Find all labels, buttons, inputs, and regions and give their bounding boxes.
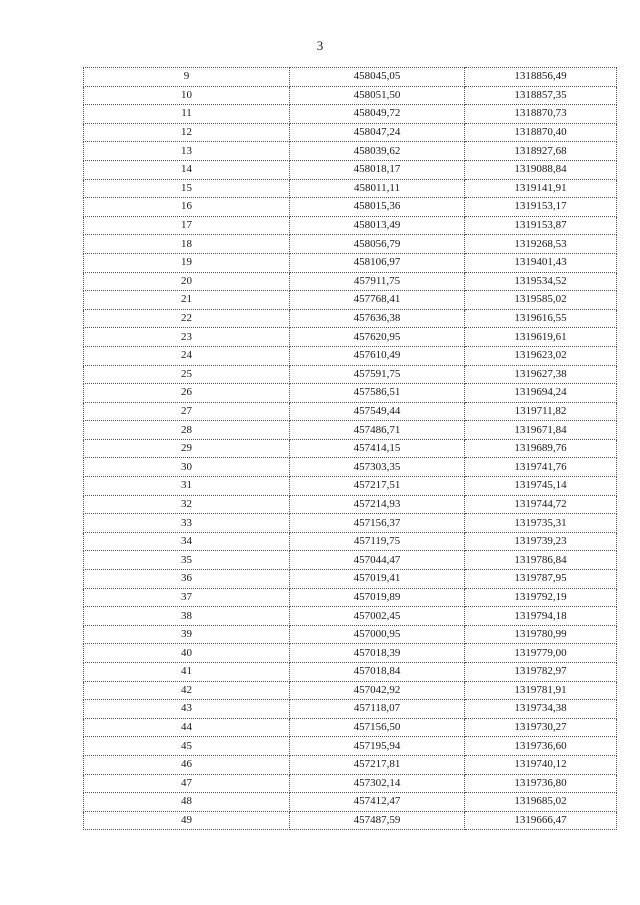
x-coordinate-cell: 458051,50 [290,86,465,105]
table-row [84,793,617,812]
table-row [84,123,617,142]
point-number-cell: 27 [84,402,290,421]
table-row [84,179,617,198]
y-coordinate-cell: 1319786,84 [465,551,617,570]
point-number-cell: 18 [84,235,290,254]
y-coordinate-cell: 1318927,68 [465,142,617,161]
table-row [84,291,617,310]
point-number-cell: 37 [84,588,290,607]
table-row [84,681,617,700]
x-coordinate-cell: 457042,92 [290,681,465,700]
y-coordinate-cell: 1319585,02 [465,291,617,310]
table-row [84,737,617,756]
table-row [84,365,617,384]
point-number-cell: 21 [84,291,290,310]
coordinates-table [83,67,617,830]
table-row [84,551,617,570]
table-row [84,607,617,626]
point-number-cell: 9 [84,68,290,87]
y-coordinate-cell: 1319534,52 [465,272,617,291]
table-row [84,160,617,179]
table-row [84,774,617,793]
table-row [84,663,617,682]
y-coordinate-cell: 1319627,38 [465,365,617,384]
y-coordinate-cell: 1319153,87 [465,216,617,235]
x-coordinate-cell: 457044,47 [290,551,465,570]
point-number-cell: 20 [84,272,290,291]
table-row [84,86,617,105]
table-row [84,811,617,830]
x-coordinate-cell: 457000,95 [290,625,465,644]
y-coordinate-cell: 1319744,72 [465,495,617,514]
y-coordinate-cell: 1319153,17 [465,198,617,217]
table-row [84,588,617,607]
x-coordinate-cell: 457118,07 [290,700,465,719]
y-coordinate-cell: 1319694,24 [465,384,617,403]
point-number-cell: 38 [84,607,290,626]
y-coordinate-cell: 1319739,23 [465,532,617,551]
table-row [84,477,617,496]
x-coordinate-cell: 457214,93 [290,495,465,514]
x-coordinate-cell: 457217,81 [290,755,465,774]
x-coordinate-cell: 457019,89 [290,588,465,607]
x-coordinate-cell: 457019,41 [290,570,465,589]
y-coordinate-cell: 1319740,12 [465,755,617,774]
x-coordinate-cell: 457412,47 [290,793,465,812]
table-row [84,625,617,644]
x-coordinate-cell: 458106,97 [290,253,465,272]
y-coordinate-cell: 1319671,84 [465,421,617,440]
point-number-cell: 14 [84,160,290,179]
table-row [84,68,617,87]
table-row [84,644,617,663]
x-coordinate-cell: 457620,95 [290,328,465,347]
y-coordinate-cell: 1319736,60 [465,737,617,756]
y-coordinate-cell: 1319141,91 [465,179,617,198]
y-coordinate-cell: 1319666,47 [465,811,617,830]
y-coordinate-cell: 1319268,53 [465,235,617,254]
x-coordinate-cell: 458049,72 [290,105,465,124]
y-coordinate-cell: 1319792,19 [465,588,617,607]
point-number-cell: 28 [84,421,290,440]
x-coordinate-cell: 457487,59 [290,811,465,830]
y-coordinate-cell: 1319782,97 [465,663,617,682]
page-number: 3 [316,38,324,53]
table-row [84,532,617,551]
table-row [84,272,617,291]
table-row [84,439,617,458]
point-number-cell: 29 [84,439,290,458]
point-number-cell: 46 [84,755,290,774]
point-number-cell: 44 [84,718,290,737]
point-number-cell: 35 [84,551,290,570]
point-number-cell: 47 [84,774,290,793]
table-row [84,346,617,365]
point-number-cell: 45 [84,737,290,756]
x-coordinate-cell: 457768,41 [290,291,465,310]
point-number-cell: 41 [84,663,290,682]
point-number-cell: 13 [84,142,290,161]
y-coordinate-cell: 1318870,40 [465,123,617,142]
x-coordinate-cell: 458013,49 [290,216,465,235]
x-coordinate-cell: 457018,84 [290,663,465,682]
point-number-cell: 30 [84,458,290,477]
table-row [84,755,617,774]
table-row [84,328,617,347]
y-coordinate-cell: 1319623,02 [465,346,617,365]
point-number-cell: 32 [84,495,290,514]
x-coordinate-cell: 458047,24 [290,123,465,142]
y-coordinate-cell: 1318857,35 [465,86,617,105]
point-number-cell: 19 [84,253,290,272]
table-row [84,253,617,272]
point-number-cell: 22 [84,309,290,328]
point-number-cell: 33 [84,514,290,533]
y-coordinate-cell: 1319734,38 [465,700,617,719]
point-number-cell: 15 [84,179,290,198]
table-row [84,718,617,737]
y-coordinate-cell: 1319780,99 [465,625,617,644]
y-coordinate-cell: 1319730,27 [465,718,617,737]
point-number-cell: 23 [84,328,290,347]
point-number-cell: 25 [84,365,290,384]
y-coordinate-cell: 1319794,18 [465,607,617,626]
x-coordinate-cell: 457591,75 [290,365,465,384]
table-row [84,458,617,477]
x-coordinate-cell: 457586,51 [290,384,465,403]
point-number-cell: 34 [84,532,290,551]
table-row [84,198,617,217]
table-row [84,514,617,533]
point-number-cell: 12 [84,123,290,142]
point-number-cell: 26 [84,384,290,403]
point-number-cell: 43 [84,700,290,719]
point-number-cell: 31 [84,477,290,496]
x-coordinate-cell: 458039,62 [290,142,465,161]
table-row [84,142,617,161]
x-coordinate-cell: 457636,38 [290,309,465,328]
table-row [84,421,617,440]
x-coordinate-cell: 457195,94 [290,737,465,756]
x-coordinate-cell: 457119,75 [290,532,465,551]
table-row [84,384,617,403]
x-coordinate-cell: 457018,39 [290,644,465,663]
x-coordinate-cell: 457302,14 [290,774,465,793]
y-coordinate-cell: 1319787,95 [465,570,617,589]
point-number-cell: 11 [84,105,290,124]
point-number-cell: 39 [84,625,290,644]
y-coordinate-cell: 1319619,61 [465,328,617,347]
x-coordinate-cell: 458045,05 [290,68,465,87]
x-coordinate-cell: 458018,17 [290,160,465,179]
table-row [84,402,617,421]
point-number-cell: 42 [84,681,290,700]
y-coordinate-cell: 1319745,14 [465,477,617,496]
table-row [84,495,617,514]
y-coordinate-cell: 1319689,76 [465,439,617,458]
point-number-cell: 48 [84,793,290,812]
y-coordinate-cell: 1319685,02 [465,793,617,812]
y-coordinate-cell: 1319741,76 [465,458,617,477]
point-number-cell: 16 [84,198,290,217]
y-coordinate-cell: 1319781,91 [465,681,617,700]
table-row [84,235,617,254]
y-coordinate-cell: 1319616,55 [465,309,617,328]
y-coordinate-cell: 1319735,31 [465,514,617,533]
point-number-cell: 36 [84,570,290,589]
y-coordinate-cell: 1319711,82 [465,402,617,421]
x-coordinate-cell: 457414,15 [290,439,465,458]
table-row [84,309,617,328]
point-number-cell: 24 [84,346,290,365]
x-coordinate-cell: 457156,50 [290,718,465,737]
point-number-cell: 10 [84,86,290,105]
x-coordinate-cell: 457002,45 [290,607,465,626]
x-coordinate-cell: 457549,44 [290,402,465,421]
x-coordinate-cell: 457156,37 [290,514,465,533]
y-coordinate-cell: 1318856,49 [465,68,617,87]
x-coordinate-cell: 458056,79 [290,235,465,254]
x-coordinate-cell: 458015,36 [290,198,465,217]
x-coordinate-cell: 457486,71 [290,421,465,440]
coordinates-table-body [84,68,617,830]
point-number-cell: 17 [84,216,290,235]
y-coordinate-cell: 1318870,73 [465,105,617,124]
point-number-cell: 49 [84,811,290,830]
x-coordinate-cell: 457217,51 [290,477,465,496]
x-coordinate-cell: 457303,35 [290,458,465,477]
table-row [84,570,617,589]
table-row [84,700,617,719]
point-number-cell: 40 [84,644,290,663]
y-coordinate-cell: 1319401,43 [465,253,617,272]
y-coordinate-cell: 1319736,80 [465,774,617,793]
x-coordinate-cell: 458011,11 [290,179,465,198]
table-row [84,105,617,124]
y-coordinate-cell: 1319779,00 [465,644,617,663]
x-coordinate-cell: 457610,49 [290,346,465,365]
table-row [84,216,617,235]
y-coordinate-cell: 1319088,84 [465,160,617,179]
x-coordinate-cell: 457911,75 [290,272,465,291]
